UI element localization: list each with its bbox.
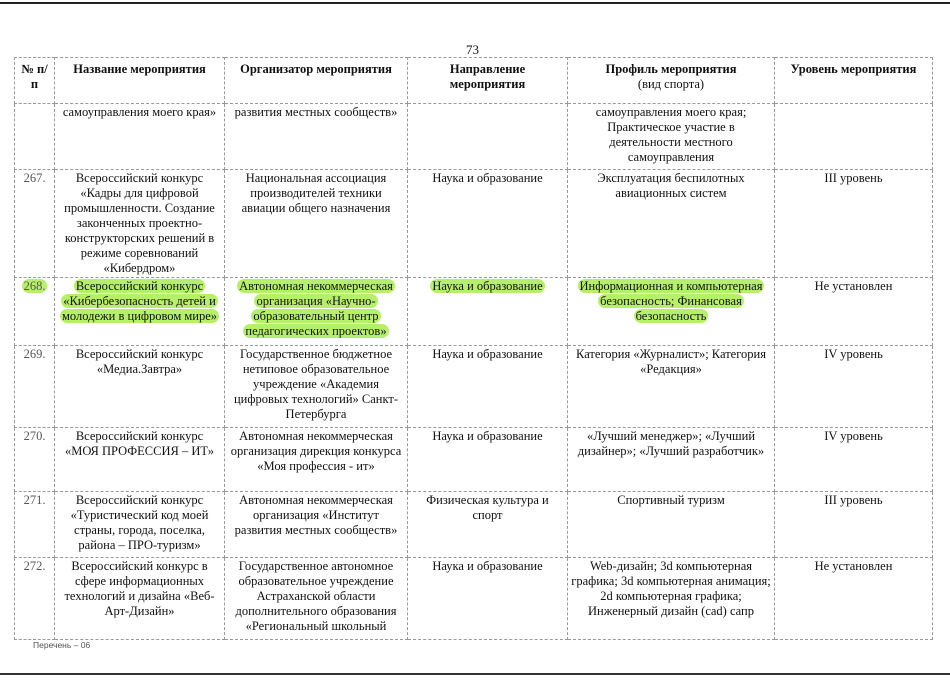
row-direction (408, 278, 568, 346)
row-profile (568, 278, 775, 346)
bottom-rule (0, 673, 950, 675)
table-row (15, 428, 933, 492)
row-num (15, 278, 55, 346)
events-table (14, 57, 933, 640)
table-row (15, 558, 933, 640)
row-level: III уровень (775, 492, 933, 558)
header-name: Название мероприятия (55, 58, 225, 104)
table-row (15, 170, 933, 278)
row-profile: Спортивный туризм (568, 492, 775, 558)
row-num: 271. (15, 492, 55, 558)
row-organizer: Государственное автономное образовательное учреждение Астраханской области дополнительного образования «Региональный школьный (225, 558, 408, 640)
row-organizer: развития местных сообществ» (225, 104, 408, 170)
table-header-row (15, 58, 933, 104)
row-num: 269. (15, 346, 55, 428)
row-direction: Наука и образование (408, 170, 568, 278)
row-profile: Категория «Журналист»; Категория «Редакция» (568, 346, 775, 428)
table-row (15, 104, 933, 170)
row-direction: Наука и образование (408, 558, 568, 640)
row-organizer: Автономная некоммерческая организация дирекция конкурса «Моя профессия - ит» (225, 428, 408, 492)
row-direction (408, 104, 568, 170)
row-organizer (225, 278, 408, 346)
row-organizer: Национальная ассоциация производителей техники авиации общего назначения (225, 170, 408, 278)
header-level: Уровень мероприятия (775, 58, 933, 104)
row-num: 272. (15, 558, 55, 640)
table-row (15, 492, 933, 558)
row-level: III уровень (775, 170, 933, 278)
header-direction: Направление мероприятия (408, 58, 568, 104)
header-organizer: Организатор мероприятия (225, 58, 408, 104)
header-profile-label: Профиль мероприятия (605, 62, 737, 76)
row-profile: Web-дизайн; 3d компьютерная графика; 3d компьютерная анимация; 2d компьютерная графика; Инженерный дизайн (cad) сапр (568, 558, 775, 640)
row-level (775, 104, 933, 170)
row-organizer: Автономная некоммерческая организация «Институт развития местных сообществ» (225, 492, 408, 558)
row-direction-highlight: Наука и образование (432, 279, 543, 293)
row-organizer: Государственное бюджетное нетиповое образовательное учреждение «Академия цифровых технологий» Санкт-Петербурга (225, 346, 408, 428)
row-organizer-highlight: Автономная некоммерческая организация «Научно-образовательный центр педагогических проектов» (239, 279, 393, 338)
row-name: самоуправления моего края» (55, 104, 225, 170)
header-num: № п/п (15, 58, 55, 104)
row-level: IV уровень (775, 346, 933, 428)
row-level: IV уровень (775, 428, 933, 492)
row-profile-highlight: Информационная и компьютерная безопасность; Финансовая безопасность (579, 279, 763, 323)
row-name (55, 278, 225, 346)
row-name-highlight: Всероссийский конкурс «Кибербезопасность детей и молодежи в цифровом мире» (62, 279, 217, 323)
table-row (15, 346, 933, 428)
row-profile: самоуправления моего края; Практическое участие в деятельности местного самоуправления (568, 104, 775, 170)
table-row-highlighted (15, 278, 933, 346)
row-direction: Наука и образование (408, 346, 568, 428)
row-direction: Наука и образование (408, 428, 568, 492)
row-name: Всероссийский конкурс в сфере информационных технологий и дизайна «Веб-Арт-Дизайн» (55, 558, 225, 640)
row-level: Не установлен (775, 558, 933, 640)
row-num-highlight: 268. (23, 279, 46, 293)
row-direction: Физическая культура и спорт (408, 492, 568, 558)
row-num: 270. (15, 428, 55, 492)
row-name: Всероссийский конкурс «Кадры для цифровой промышленности. Создание законченных проектно-конструкторских решений в режиме соревнований «Кибердром» (55, 170, 225, 278)
page-number: 73 (466, 42, 479, 57)
row-profile: Эксплуатация беспилотных авиационных систем (568, 170, 775, 278)
row-profile: «Лучший менеджер»; «Лучший дизайнер»; «Лучший разработчик» (568, 428, 775, 492)
row-name: Всероссийский конкурс «Медиа.Завтра» (55, 346, 225, 428)
row-name: Всероссийский конкурс «МОЯ ПРОФЕССИЯ – ИТ» (55, 428, 225, 492)
top-rule (0, 2, 950, 4)
row-num (15, 104, 55, 170)
row-num: 267. (15, 170, 55, 278)
header-profile-sub: (вид спорта) (637, 77, 705, 91)
row-level: Не установлен (775, 278, 933, 346)
footer-note: Перечень – 06 (33, 640, 91, 650)
header-profile (568, 58, 775, 104)
row-name: Всероссийский конкурс «Туристический код моей страны, города, поселка, района – ПРО-туризм» (55, 492, 225, 558)
